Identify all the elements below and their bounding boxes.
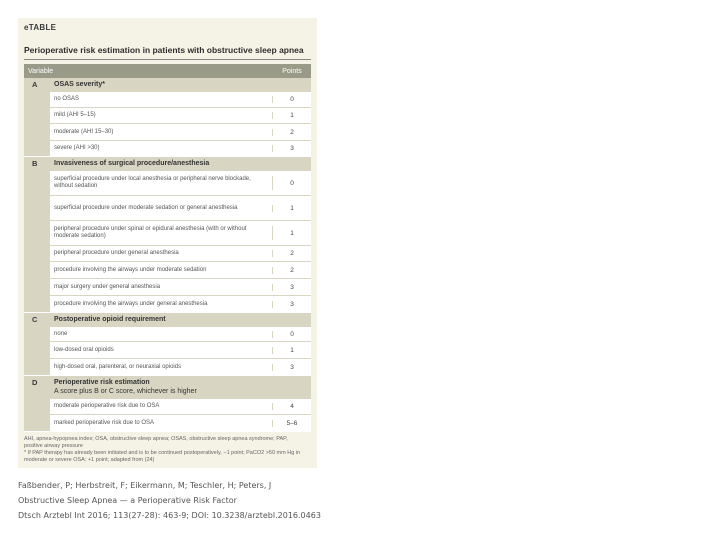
table-row [50, 414, 311, 431]
row-points: 5–6 [286, 419, 298, 427]
row-points: 3 [290, 145, 294, 152]
citation-title: Obstructive Sleep Apnea — a Perioperative Risk Factor [18, 496, 237, 505]
header-points: Points [282, 67, 302, 75]
section-title-text: Perioperative risk estimation [54, 379, 150, 386]
row-points: 2 [290, 266, 294, 274]
row-label: peripheral procedure under spinal or epidural anesthesia (with or without moderate sedation) [50, 226, 273, 240]
footnote-pap: * If PAP therapy has already been initiated and is to be continued postoperatively, −1 point; PaCO2 >50 mm Hg in moderate or severe OSA: +1 point; adapted from (24) [24, 450, 301, 463]
row-points: 0 [290, 179, 294, 187]
table-row [50, 398, 311, 414]
table-row [50, 245, 311, 261]
table-row [50, 140, 311, 156]
section-body [50, 376, 311, 431]
row-label: moderate (AHI 15–30) [50, 129, 273, 136]
row-label: major surgery under general anesthesia [50, 284, 273, 291]
table-row [50, 107, 311, 123]
row-label: no OSAS [50, 96, 273, 103]
row-label: high-dosed oral, parenteral, or neuraxial opioids [50, 364, 273, 371]
etable-panel [18, 18, 317, 468]
footnote-abbreviations: AHI, apnea-hypopnea index; OSA, obstructive sleep apnea; OSAS, obstructive sleep apnea syndrome; PAP, positive airway pressure [24, 436, 288, 449]
table-row [50, 261, 311, 278]
citation-source: Dtsch Arztebl Int 2016; 113(27-28): 463-9; DOI: 10.3238/arztebl.2016.0463 [18, 511, 321, 520]
table-row [50, 326, 311, 341]
table-section [24, 313, 311, 376]
row-points: 2 [290, 128, 294, 136]
row-label: none [50, 331, 273, 338]
section-body [50, 78, 311, 156]
row-label: marked perioperative risk due to OSA [50, 420, 273, 427]
section-letter: A [24, 78, 50, 156]
citation [18, 478, 358, 523]
row-points: 2 [290, 250, 294, 257]
row-points: 3 [290, 283, 294, 291]
section-letter: C [24, 313, 50, 375]
row-label: mild (AHI 5–15) [50, 112, 273, 119]
section-body [50, 157, 311, 312]
table-row [50, 170, 311, 195]
section-title [50, 313, 311, 326]
table-title: Perioperative risk estimation in patients with obstructive sleep apnea [24, 45, 304, 55]
risk-table [24, 64, 311, 432]
row-points: 4 [290, 403, 294, 410]
section-letter: D [24, 376, 50, 431]
table-row [50, 123, 311, 140]
row-points: 3 [290, 363, 294, 371]
row-label: moderate perioperative risk due to OSA [50, 403, 273, 410]
table-section [24, 78, 311, 157]
table-row [50, 341, 311, 358]
title-divider [24, 59, 311, 60]
row-label: superficial procedure under local anesthesia or peripheral nerve blockade, without sedation [50, 176, 273, 190]
section-title-text: Invasiveness of surgical procedure/anesthesia [54, 160, 210, 167]
row-label: procedure involving the airways under general anesthesia [50, 301, 273, 308]
section-title [50, 78, 311, 91]
row-points: 1 [290, 346, 294, 354]
table-row [50, 195, 311, 220]
section-subtitle: A score plus B or C score, whichever is higher [54, 388, 197, 395]
section-body [50, 313, 311, 375]
row-label: peripheral procedure under general anesthesia [50, 250, 273, 257]
row-label: superficial procedure under moderate sedation or general anesthesia [50, 205, 273, 212]
table-row [50, 358, 311, 375]
citation-authors: Faßbender, P; Herbstreit, F; Eikermann, M; Teschler, H; Peters, J [18, 481, 272, 490]
row-label: procedure involving the airways under moderate sedation [50, 267, 273, 274]
table-footnotes [24, 436, 311, 464]
row-label: severe (AHI >30) [50, 145, 273, 152]
etable-label: eTABLE [24, 23, 57, 32]
row-points: 1 [290, 204, 294, 212]
section-title [50, 376, 311, 398]
row-points: 1 [290, 112, 294, 119]
row-label: low-dosed oral opioids [50, 347, 273, 354]
row-points: 3 [290, 300, 294, 308]
table-row [50, 295, 311, 312]
row-points: 0 [290, 96, 294, 103]
section-title-text: Postoperative opioid requirement [54, 316, 166, 323]
table-row [50, 220, 311, 245]
table-header-row [24, 64, 311, 78]
header-variable: Variable [28, 67, 54, 75]
section-title-text: OSAS severity* [54, 81, 105, 88]
section-title [50, 157, 311, 170]
table-row [50, 91, 311, 107]
table-section [24, 376, 311, 432]
row-points: 0 [290, 330, 294, 338]
table-row [50, 278, 311, 295]
section-letter: B [24, 157, 50, 312]
row-points: 1 [290, 229, 294, 237]
table-sections [24, 78, 311, 432]
table-section [24, 157, 311, 313]
